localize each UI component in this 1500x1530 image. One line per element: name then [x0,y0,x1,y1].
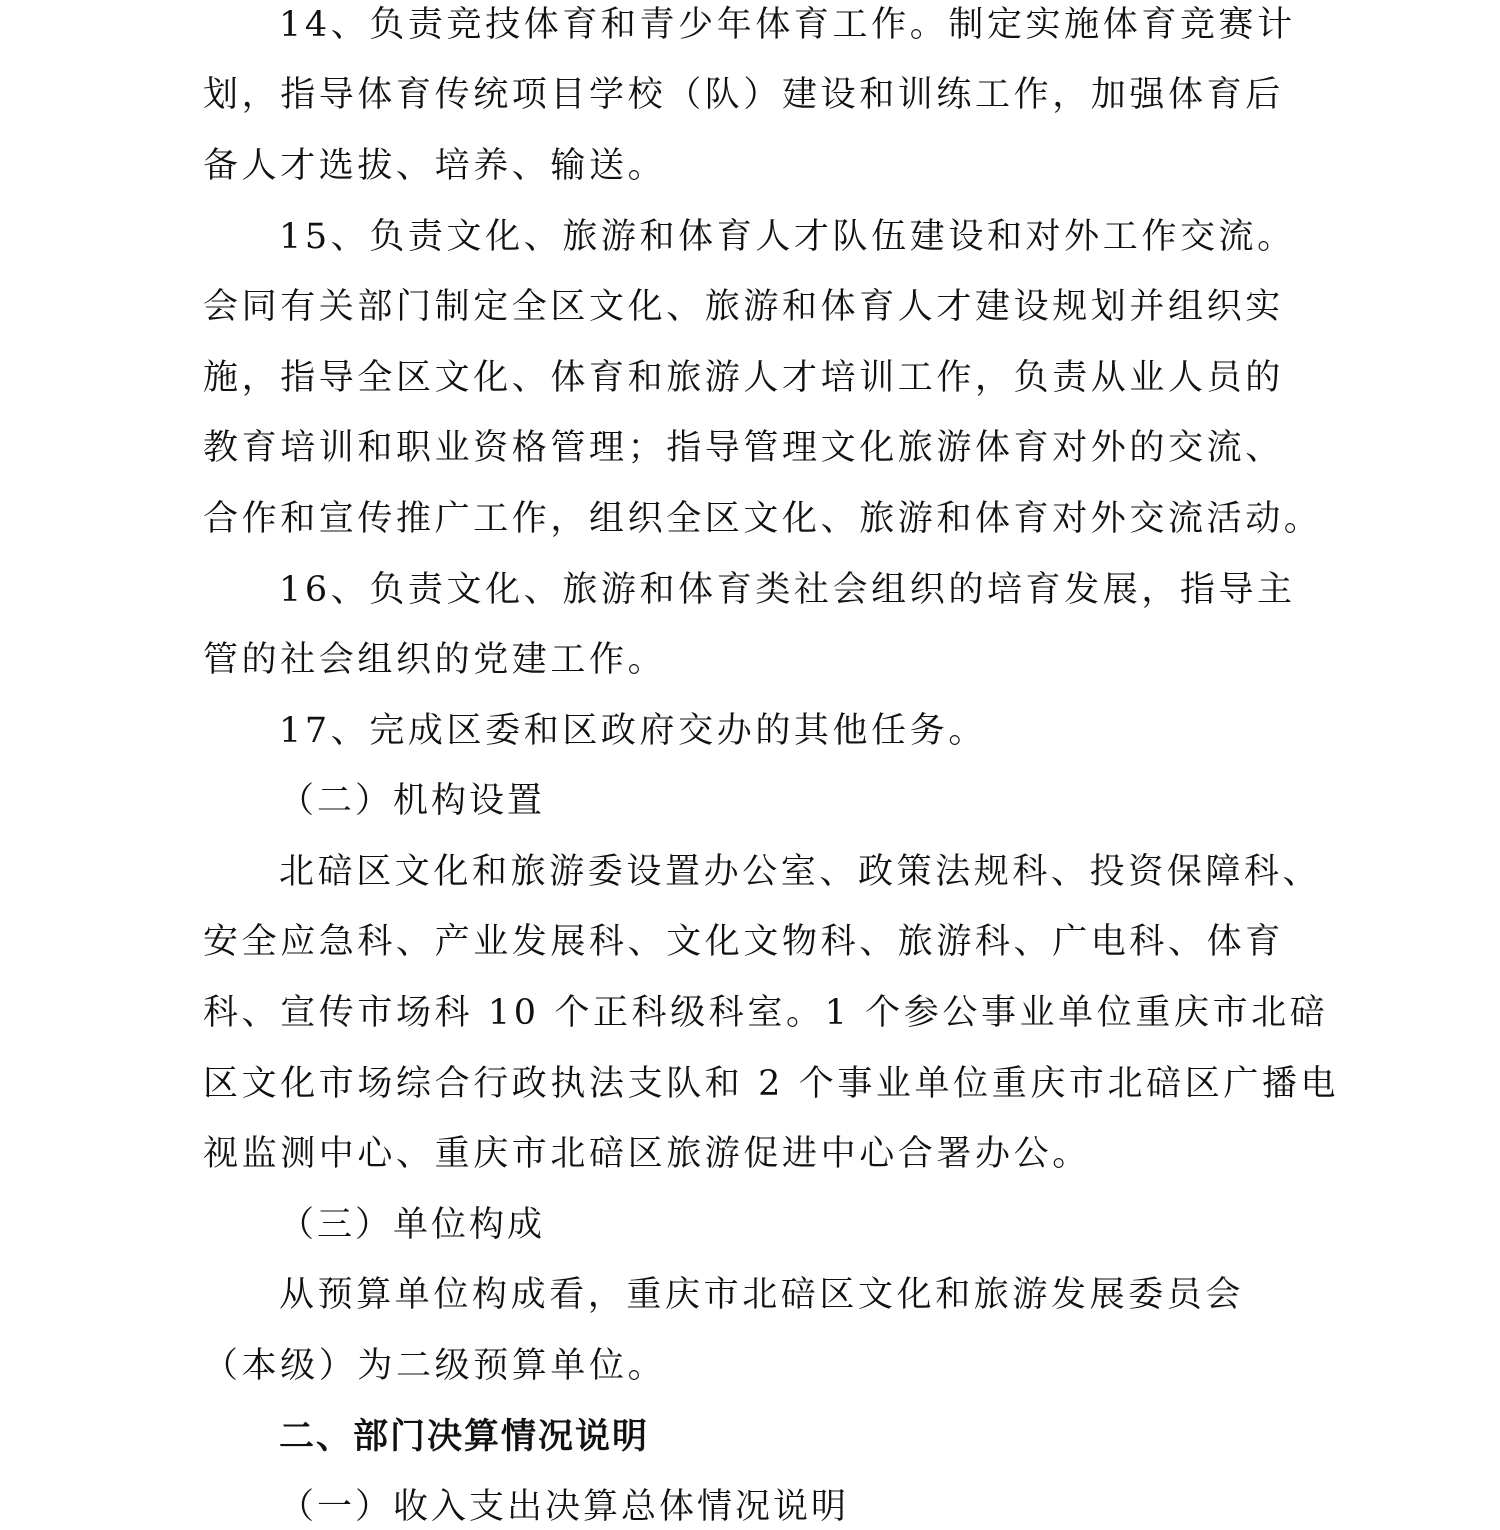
para-16-line-1: 16、负责文化、旅游和体育类社会组织的培育发展，指导主 [279,570,1296,610]
org-para-line-5: 视监测中心、重庆市北碚区旅游促进中心合署办公。 [203,1134,1091,1174]
org-para-line-2: 安全应急科、产业发展科、文化文物科、旅游科、广电科、体育 [203,922,1284,962]
unit-para-line-1: 从预算单位构成看，重庆市北碚区文化和旅游发展委员会 [279,1275,1245,1315]
para-14-line-3: 备人才选拔、培养、输送。 [203,146,667,186]
section-heading-2: 二、部门决算情况说明 [279,1417,650,1457]
para-16-line-2: 管的社会组织的党建工作。 [203,640,667,680]
para-15-line-5: 合作和宣传推广工作，组织全区文化、旅游和体育对外交流活动。 [203,499,1323,539]
para-15-line-2: 会同有关部门制定全区文化、旅游和体育人才建设规划并组织实 [203,287,1284,327]
heading-unit-composition: （三）单位构成 [279,1205,546,1245]
para-15-line-1: 15、负责文化、旅游和体育人才队伍建设和对外工作交流。 [279,217,1296,257]
para-17: 17、完成区委和区政府交办的其他任务。 [279,711,987,751]
heading-org-structure: （二）机构设置 [279,781,546,821]
para-15-line-3: 施，指导全区文化、体育和旅游人才培训工作，负责从业人员的 [203,358,1284,398]
heading-income-expenditure: （一）收入支出决算总体情况说明 [279,1487,850,1527]
para-14-line-1: 14、负责竞技体育和青少年体育工作。制定实施体育竞赛计 [279,5,1296,45]
org-para-line-4: 区文化市场综合行政执法支队和 2 个事业单位重庆市北碚区广播电 [203,1064,1340,1104]
para-14-line-2: 划，指导体育传统项目学校（队）建设和训练工作，加强体育后 [203,75,1284,115]
org-para-line-1: 北碚区文化和旅游委设置办公室、政策法规科、投资保障科、 [279,852,1322,892]
para-15-line-4: 教育培训和职业资格管理；指导管理文化旅游体育对外的交流、 [203,428,1284,468]
org-para-line-3: 科、宣传市场科 10 个正科级科室。1 个参公事业单位重庆市北碚 [203,993,1329,1033]
unit-para-line-2: （本级）为二级预算单位。 [203,1346,667,1386]
